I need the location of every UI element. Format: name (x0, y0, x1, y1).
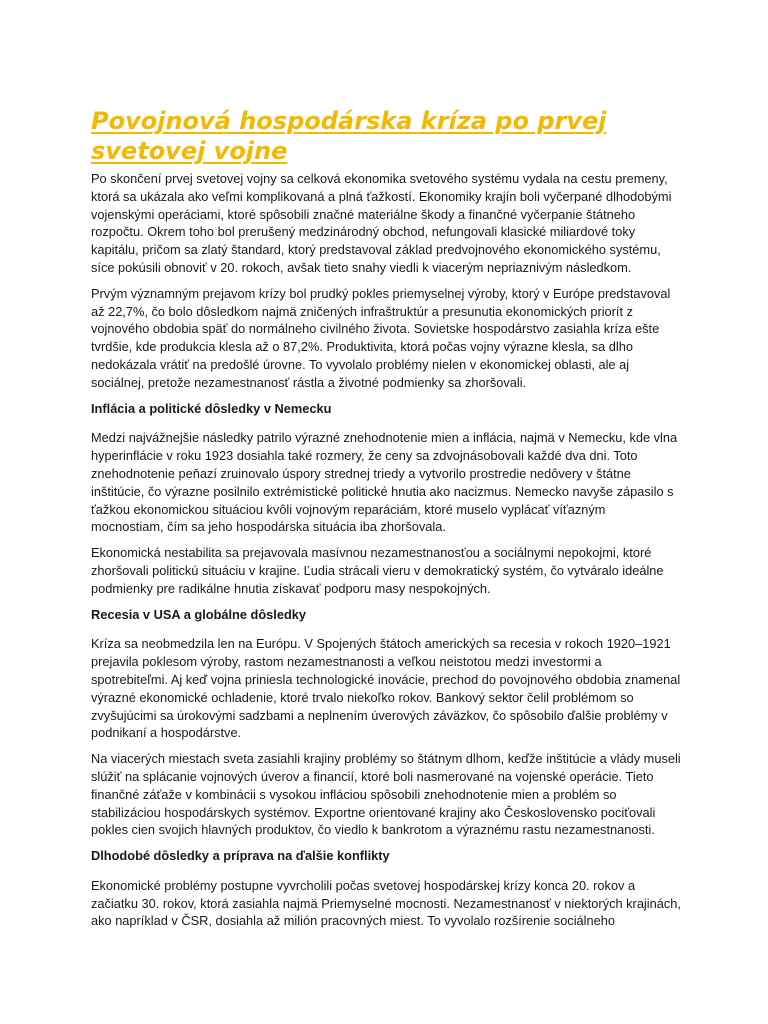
section-heading-long-term: Dlhodobé dôsledky a príprava na ďalšie konflikty (91, 848, 390, 864)
page-title: Povojnová hospodárska kríza po prvej svetovej vojne (91, 107, 607, 165)
section-heading-inflation: Inflácia a politické dôsledky v Nemecku (91, 400, 332, 416)
document-page (91, 106, 681, 938)
paragraph-inflation-1: Medzi najvážnejšie následky patrilo výrazné znehodnotenie mien a inflácia, najmä v Nemecku, kde vlna hyperinflácie v roku 1923 dosiahla také rozmery, že ceny sa zdvojnásobovali každé dva dni. Toto znehodnotenie peňazí zruinovalo úspory strednej triedy a vytvorilo prostredie nedôvery v štátne inštitúcie, čo výrazne posilnilo extrémistické politické hnutia ako nacizmus. Nemecko navyše zápasilo s ťažkou ekonomickou situáciou kvôli vojnovým reparáciám, ktoré muselo vyplácať víťazným mocnostiam, čím sa jeho hospodárska situácia iba zhoršovala. (91, 430, 678, 535)
paragraph-long-term-1: Ekonomické problémy postupne vyvrcholili počas svetovej hospodárskej krízy konca 20. rokov a začiatku 30. rokov, ktorá zasiahla najmä Priemyselné mocnosti. Nezamestnanosť v niektorých krajinách, ako napríklad v ČSR, dosiahla až milión pracovných miest. To vyvolalo rozšírenie sociálneho (91, 877, 681, 929)
paragraph-inflation-2: Ekonomická nestabilita sa prejavovala masívnou nezamestnanosťou a sociálnymi nepokojmi, ktoré zhoršovali politickú situáciu v krajine. Ľudia strácali vieru v demokratický systém, čo vytváralo ideálne podmienky pre radikálne hnutia získavať podporu masy nespokojných. (91, 545, 664, 596)
paragraph-intro-1: Po skončení prvej svetovej vojny sa celková ekonomika svetového systému vydala na cestu premeny, ktorá sa ukázala ako veľmi komplikovaná a plná ťažkostí. Ekonomiky krajín boli vyčerpané dlhodobými vojenskými operáciami, ktoré spôsobili značné materiálne škody a finančné vyčerpanie štátneho rozpočtu. Okrem toho bol prerušený medzinárodný obchod, nefungovali klasické miliardové toky kapitálu, pričom sa zlatý štandard, ktorý predstavoval základ predvojnového ekonomického systému, síce pokúsili obnoviť v 20. rokoch, avšak tieto snahy viedli k viacerým nepriaznivým následkom. (91, 171, 672, 275)
section-heading-usa-recession: Recesia v USA a globálne dôsledky (91, 606, 307, 622)
paragraph-usa-1: Kríza sa neobmedzila len na Európu. V Spojených štátoch amerických sa recesia v rokoch 1920–1921 prejavila poklesom výroby, rastom nezamestnanosti a veľkou neistotou medzi investormi a spotrebiteľmi. Aj keď vojna priniesla technologické inovácie, prechod do povojnového obdobia znamenal výrazné ekonomické ochladenie, ktoré trvalo niekoľko rokov. Bankový sektor čelil problémom so zvyšujúcimi sa úrokovými sadzbami a neplnením úverových záväzkov, čo spôsobilo ďalšie problémy v podnikaní a hospodárstve. (91, 636, 681, 741)
paragraph-intro-2: Prvým významným prejavom krízy bol prudký pokles priemyselnej výroby, ktorý v Európe predstavoval až 22,7%, čo bolo dôsledkom najmä zničených infraštruktúr a presunutia ekonomických priorít z vojnového obdobia späť do normálneho civilného života. Sovietske hospodárstvo zasiahla kríza ešte tvrdšie, kde produkcia klesla až o 87,2%. Produktivita, ktorá počas vojny výrazne klesla, sa dlho nedokázala vrátiť na predošlé úrovne. To vyvolalo problémy nielen v ekonomickej oblasti, ale aj sociálnej, pretože nezamestnanosť rástla a životné podmienky sa zhoršovali. (91, 285, 671, 390)
paragraph-usa-2: Na viacerých miestach sveta zasiahli krajiny problémy so štátnym dlhom, keďže inštitúcie a vlády museli slúžiť na splácanie vojnových úverov a financií, ktoré boli nasmerované na vojenské operácie. Tieto finančné záťaže v kombinácii s vysokou infláciou spôsobili znehodnotenie mien a problém so stabilizáciou hospodárskych systémov. Exportne orientované krajiny ako Československo pociťovali pokles cien svojich hlavných produktov, čo viedlo k bankrotom a výraznému rastu nezamestnanosti. (91, 751, 681, 838)
